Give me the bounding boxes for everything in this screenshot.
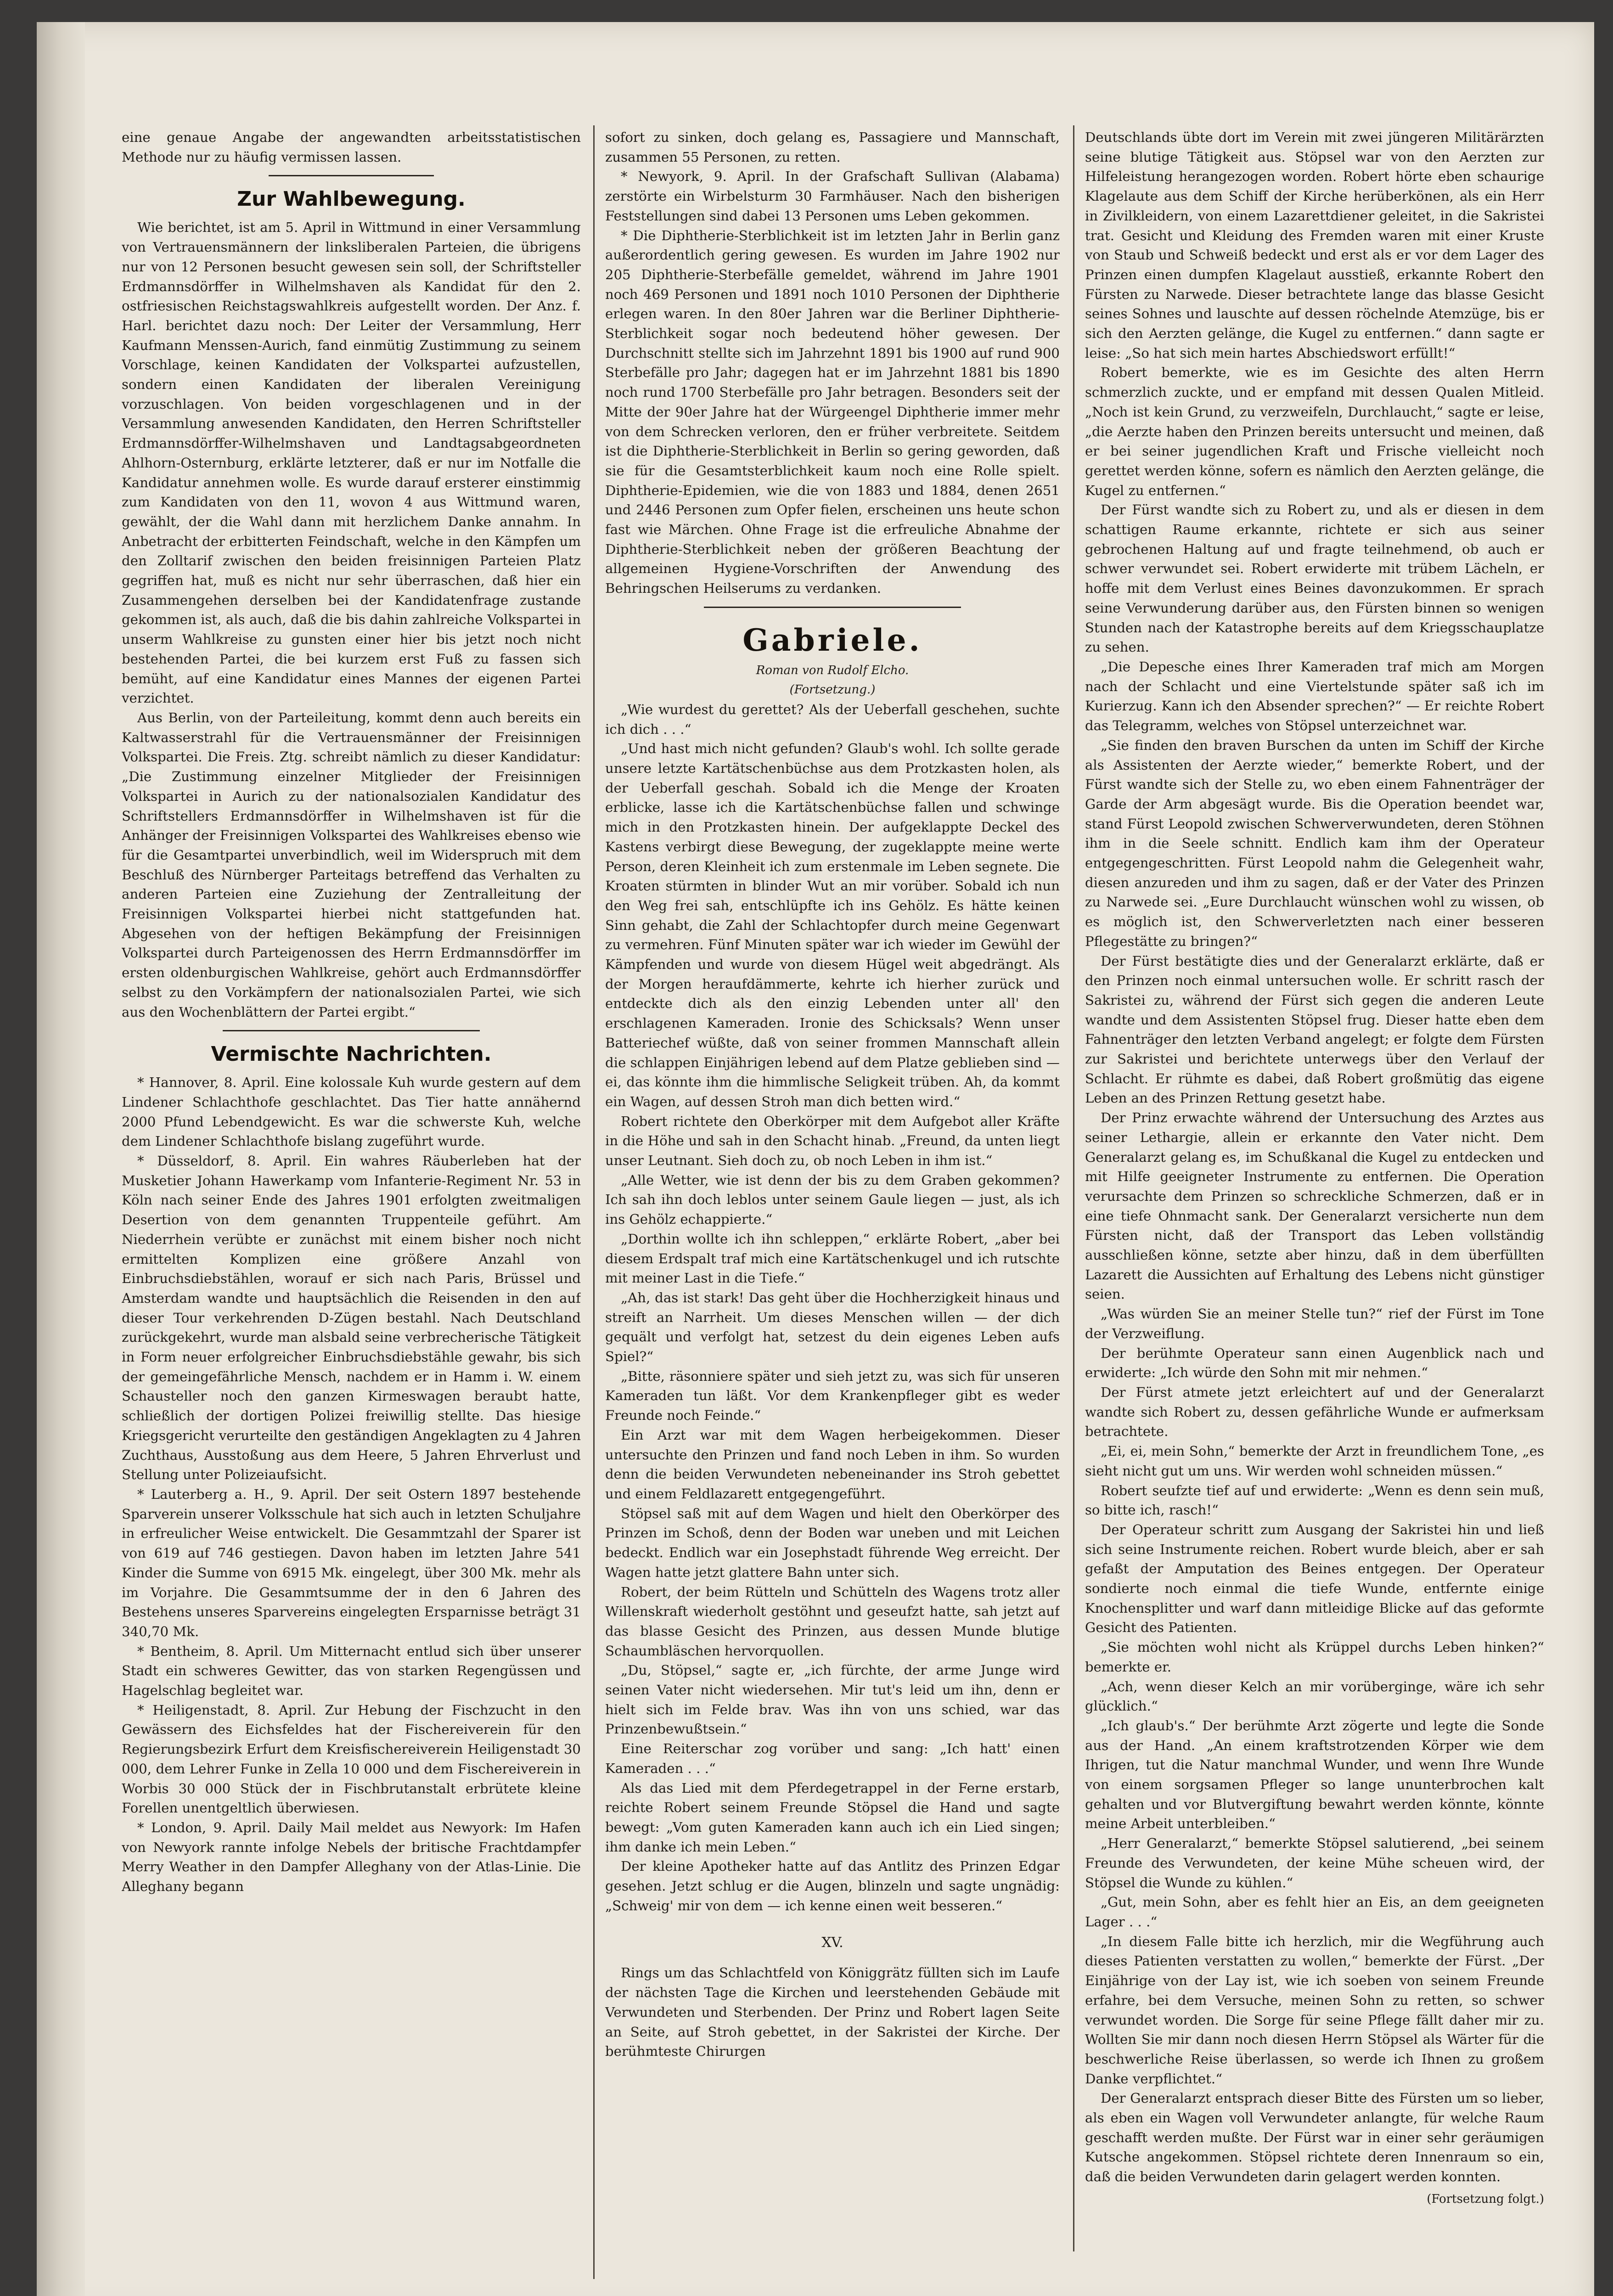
novel-paragraph: Rings um das Schlachtfeld von Königgrätz füllten sich im Laufe der nächsten Tage die Kirchen und leerstehenden Gebäude mit Verwundeten und Sterbenden. Der Prinz und Robert lagen Seite an Seite, auf Stroh gebettet, in der Sakristei der Kirche. Der berühmteste Chirurgen — [605, 1965, 1060, 2060]
novel-paragraph: „Du, Stöpsel,“ sagte er, „ich fürchte, der arme Junge wird seinen Vater nicht wiedersehen. Mir tut's leid um ihn, denn er hielt sich im Felde brav. Was ihn von uns schied, war das Prinzenbewußtsein.“ — [605, 1662, 1060, 1737]
novel-paragraph: „Was würden Sie an meiner Stelle tun?“ rief der Fürst im Tone der Verzweiflung. — [1085, 1306, 1544, 1341]
news-lauterberg: * Lauterberg a. H., 9. April. Der seit Ostern 1897 bestehende Sparverein unserer Volksschule hat sich auch in letzten Schuljahre in erfreulicher Weise entwickelt. Die Gesammtzahl der Sparer ist von 619 auf 746 gestiegen. Davon haben im letzten Jahre 541 Kinder die Summe von 6915 Mk. eingelegt, über 300 Mk. mehr als im Vorjahre. Die Gesammtsumme der in den 6 Jahren des Bestehens unseres Sparvereins eingelegten Ersparnisse beträgt 31 340,70 Mk. — [122, 1486, 581, 1639]
newspaper-page — [37, 22, 1594, 2296]
novel-continuation-note: (Fortsetzung.) — [789, 682, 876, 697]
novel-paragraph: Der berühmte Operateur sann einen Augenblick nach und erwiderte: „Ich würde den Sohn mit mir nehmen.“ — [1085, 1345, 1544, 1381]
novel-paragraph: Der Prinz erwachte während der Untersuchung des Arztes aus seiner Lethargie, allein er erkannte den Vater nicht. Dem Generalarzt gelang es, im Schußkanal die Kugel zu entdecken und mit Hilfe geeigneter Instrumente zu entfernen. Die Operation verursachte dem Prinzen so schreckliche Schmerzen, daß er in eine tiefe Ohnmacht sank. Der Generalarzt versicherte nun dem Fürsten nicht, daß der Transport das Leben vollständig ausschließen könne, setzte aber hinzu, daß in dem überfüllten Lazarett die Aussichten auf Erhaltung des Lebens nicht günstiger seien. — [1085, 1110, 1544, 1302]
heading-vermischte-nachrichten: Vermischte Nachrichten. — [211, 1042, 492, 1066]
novel-paragraph: „Gut, mein Sohn, aber es fehlt hier an Eis, an dem geeigneten Lager . . .“ — [1085, 1894, 1544, 1930]
novel-paragraph: „Sie finden den braven Burschen da unten im Schiff der Kirche als Assistenten der Aerzte wieder,“ bemerkte Robert, und der Fürst wandte sich der Stelle zu, wo eben einem Fahnenträger der Garde der Arm abgesägt wurde. Bis die Operation beendet war, stand Fürst Leopold zwischen Schwerverwundeten, deren Stöhnen ihm in die Seele schnitt. Endlich kam ihm der Operateur entgegengeschritten. Fürst Leopold nahm die Gelegenheit wahr, diesen anzureden und ihm zu sagen, daß er der Vater des Prinzen zu Narwede sei. „Eure Durchlaucht wünschen wohl zu wissen, ob es möglich ist, den Schwerverletzten nach einer besseren Pflegestätte zu bringen?“ — [1085, 737, 1544, 949]
novel-paragraph: „Wie wurdest du gerettet? Als der Ueberfall geschehen, suchte ich dich . . .“ — [605, 701, 1060, 737]
column-rule-1 — [593, 125, 595, 2279]
section-separator — [704, 607, 961, 608]
novel-paragraph: Stöpsel saß mit auf dem Wagen und hielt den Oberkörper des Prinzen im Schoß, denn der Boden war uneben und mit Leichen bedeckt. Endlich war ein Josephstadt führende Weg erreicht. Der Wagen hatte jetzt glattere Bahn unter sich. — [605, 1505, 1060, 1580]
novel-paragraph: „Die Depesche eines Ihrer Kameraden traf mich am Morgen nach der Schlacht und eine Viertelstunde später saß ich im Kurierzug. Kann ich den Absender sprechen?“ — Er reichte Robert das Telegramm, welches von Stöpsel unterzeichnet war. — [1085, 658, 1544, 734]
page-binding-edge — [37, 22, 85, 2296]
news-newyork: * Newyork, 9. April. In der Grafschaft Sullivan (Alabama) zerstörte ein Wirbelsturm 30 Farmhäuser. Nach den bisherigen Feststellungen sind dabei 13 Personen ums Leben gekommen. — [605, 169, 1060, 224]
novel-paragraph: Der Fürst atmete jetzt erleichtert auf und der Generalarzt wandte sich Robert zu, dessen gefährliche Wunde er aufmerksam betrachtete. — [1085, 1384, 1544, 1440]
column-1 — [122, 128, 581, 2277]
novel-paragraph: „Ei, ei, mein Sohn,“ bemerkte der Arzt in freundlichem Tone, „es sieht nicht gut um uns. Wir werden wohl schneiden müssen.“ — [1085, 1443, 1544, 1479]
novel-paragraph: „Herr Generalarzt,“ bemerkte Stöpsel salutierend, „bei seinem Freunde des Verwundeten, der keine Mühe scheuen wird, der Stöpsel die Wunde zu kühlen.“ — [1085, 1835, 1544, 1891]
novel-paragraph: „Und hast mich nicht gefunden? Glaub's wohl. Ich sollte gerade unsere letzte Kartätschenbüchse aus dem Protzkasten holen, als der Ueberfall geschah. Sobald ich die Menge der Kroaten erblicke, lasse ich die Kartätschenbüchse fallen und schwinge mich in den Protzkasten hinein. Der aufgeklappte Deckel des Kastens verbirgt diese Bewegung, der zugeklappte meine werte Person, deren Kleinheit ich zum erstenmale im Leben segnete. Die Kroaten stürmten in blinder Wut an mir vorüber. Sobald ich nun den Weg frei sah, entschlüpfte ich ins Gehölz. Es hätte keinen Sinn gehabt, die Zahl der Schlachtopfer durch meine Gegenwart zu vermehren. Fünf Minuten später war ich wieder im Gewühl der Kämpfenden und wurde von diesem Hügel weit abgedrängt. Als der Morgen heraufdämmerte, kehrte ich hierher zurück und entdeckte dich als den einzig Lebenden unter all' den erschlagenen Kameraden. Ironie des Schicksals? Wenn unser Batteriechef wüßte, daß von seiner frommen Mannschaft allein die schlappen Einjährigen lebend auf dem Platze geblieben sind — ei, das könnte ihm die himmlische Seligkeit trüben. Ah, da kommt ein Wagen, auf dessen Stroh man dich betten wird.“ — [605, 741, 1060, 1109]
novel-paragraph: „Alle Wetter, wie ist denn der bis zu dem Graben gekommen? Ich sah ihn doch leblos unter seinem Gaule liegen — just, als ich ins Gehölz echappierte.“ — [605, 1172, 1060, 1227]
novel-paragraph: „Ich glaub's.“ Der berühmte Arzt zögerte und legte die Sonde aus der Hand. „An einem kraftstrotzenden Körper wie dem Ihrigen, tut die Natur manchmal Wunder, und wenn Ihre Wunde von einem sorgsamen Pfleger so lange ununterbrochen kalt gehalten und vor Blutvergiftung bewahrt werden könnte, könnte meine Arbeit unterbleiben.“ — [1085, 1717, 1544, 1832]
section-separator — [269, 175, 434, 176]
novel-paragraph: „In diesem Falle bitte ich herzlich, mir die Wegführung auch dieses Patienten verstatten zu wollen,“ bemerkte der Fürst. „Der Einjährige von der Lay ist, wie ich soeben von seinem Freunde erfahre, bei dem Versuche, meinen Sohn zu retten, so schwer verwundet worden. Die Sorge für seine Pflege fällt daher mir zu. Wollten Sie mir dann noch diesen Herrn Stöpsel als Wärter für die beschwerliche Reise überlassen, so werde ich Ihnen zu großem Danke verpflichtet.“ — [1085, 1933, 1544, 2087]
col1-intro-paragraph: eine genaue Angabe der angewandten arbeitsstatistischen Methode nur zu häufig vermissen lassen. — [122, 129, 581, 165]
novel-paragraph: Der kleine Apotheker hatte auf das Antlitz des Prinzen Edgar gesehen. Jetzt schlug er die Augen, blinzeln und sagte ungnädig: „Schweig' mir von dem — ich kenne einen weit besseren.“ — [605, 1858, 1060, 1913]
col3-continued-paragraph: Deutschlands übte dort im Verein mit zwei jüngeren Militärärzten seine blutige Tätigkeit aus. Stöpsel war von den Aerzten zur Hilfeleistung herangezogen worden. Robert hörte eben schaurige Klagelaute aus dem Schiff der Kirche herüberkönen, als ein Herr in Zivilkleidern, von einem Lazarettdiener geleitet, in die Sakristei trat. Gesicht und Kleidung des Fremden waren mit einer Kruste von Staub und Schweiß bedeckt und erst als er vor dem Lager des Prinzen einen dumpfen Klagelaut ausstieß, erkannte Robert den Fürsten zu Narwede. Dieser betrachtete lange das blasse Gesicht seines Sohnes und lauschte auf dessen röchelnde Atemzüge, bis er sich den Aerzten gelänge, die Kugel zu entfernen.“ dann sagte er leise: „So hat sich mein hartes Abschiedswort erfüllt!“ — [1085, 129, 1544, 361]
novel-paragraph: Robert, der beim Rütteln und Schütteln des Wagens trotz aller Willenskraft wiederholt gestöhnt und geseufzt hatte, sah jetzt auf das blasse Gesicht des Prinzen, aus dessen Munde blutige Schaumbläschen hervorquollen. — [605, 1584, 1060, 1659]
novel-title: Gabriele. — [742, 622, 922, 658]
column-3 — [1085, 128, 1544, 2254]
continuation-footnote: (Fortsetzung folgt.) — [1427, 2192, 1544, 2206]
novel-paragraph: Der Generalarzt entsprach dieser Bitte des Fürsten um so lieber, als eben ein Wagen voll Verwundeter anlangte, für welche Raum geschafft werden mußte. Der Fürst war in einer sehr geräumigen Kutsche angekommen. Stöpsel richtete deren Innenraum so ein, daß die beiden Verwundeten darin gelagert werden konnten. — [1085, 2090, 1544, 2185]
novel-paragraph: Der Fürst wandte sich zu Robert zu, und als er diesen in dem schattigen Raume erkannte, richtete er sich aus seiner gebrochenen Haltung auf und fragte teilnehmend, ob auch er schwer verwundet sei. Robert erwiderte mit trübem Lächeln, er hoffe mit dem Verlust eines Beines davonzukommen. Er sprach seine Verwunderung darüber aus, den Fürsten binnen so wenigen Stunden nach der Katastrophe bereits auf dem Kriegsschauplatze zu sehen. — [1085, 502, 1544, 655]
novel-paragraph: Eine Reiterschar zog vorüber und sang: „Ich hatt' einen Kameraden . . .“ — [605, 1741, 1060, 1776]
novel-paragraph: Robert bemerkte, wie es im Gesichte des alten Herrn schmerzlich zuckte, und er empfand mit dessen Qualen Mitleid. „Noch ist kein Grund, zu verzweifeln, Durchlaucht,“ sagte er leise, „die Aerzte haben den Prinzen bereits untersucht und meinen, daß er bei seiner jugendlichen Kraft und Frische vielleicht noch gerettet werden könne, sofern es nämlich den Aerzten gelänge, die Kugel zu entfernen.“ — [1085, 365, 1544, 498]
news-bentheim: * Bentheim, 8. April. Um Mitternacht entlud sich über unserer Stadt ein schweres Gewitter, das von starken Regengüssen und Hagelschlag begleitet war. — [122, 1643, 581, 1699]
heading-wahlbewegung: Zur Wahlbewegung. — [237, 187, 466, 211]
news-hannover: * Hannover, 8. April. Eine kolossale Kuh wurde gestern auf dem Lindener Schlachthofe geschlachtet. Das Tier hatte annähernd 2000 Pfund Lebendgewicht. Es war die schwerste Kuh, welche dem Lindener Schlachthofe bislang zugeführt wurde. — [122, 1075, 581, 1149]
novel-paragraph: Ein Arzt war mit dem Wagen herbeigekommen. Dieser untersuchte den Prinzen und fand noch Leben in ihm. So wurden denn die beiden Verwundeten nebeneinander ins Stroh gebettet und einem Feldlazarett entgegengeführt. — [605, 1427, 1060, 1502]
novel-author: Roman von Rudolf Elcho. — [756, 663, 909, 677]
novel-paragraph: Robert seufzte tief auf und erwiderte: „Wenn es denn sein muß, so bitte ich, rasch!“ — [1085, 1482, 1544, 1518]
wahl-paragraph-1: Wie berichtet, ist am 5. April in Wittmund in einer Versammlung von Vertrauensmännern der linksliberalen Parteien, die übrigens nur von 12 Personen besucht gewesen sein soll, der Schriftsteller Erdmannsdörffer in Wilhelmshaven als Kandidat für den 2. ostfriesischen Reichstagswahlkreis aufgestellt worden. Der Anz. f. Harl. berichtet dazu noch: Der Leiter der Versammlung, Herr Kaufmann Menssen-Aurich, fand einmütig Zustimmung zu seinem Vorschlage, keinen Kandidaten der Volkspartei aufzustellen, sondern einen Kandidaten der liberalen Vereinigung vorzuschlagen. Von beiden vorgeschlagenen und in der Versammlung anwesenden Kandidaten, den Herren Schriftsteller Erdmannsdörffer-Wilhelmshaven und Landtagsabgeordneten Ahlhorn-Osternburg, erklärte letzterer, daß er nur im Notfalle die Kandidatur annehmen wolle. Es wurde darauf ersterer einstimmig zum Kandidaten von den 11, wovon 4 aus Wittmund waren, gewählt, der die Wahl dann mit herzlichem Danke annahm. In Anbetracht der erbitterten Feindschaft, welche in den Kämpfen um den Zolltarif zwischen den beiden freisinnigen Parteien Platz gegriffen hat, muß es nicht nur sehr überraschen, daß hier ein Zusammengehen derselben bei der Kandidatenfrage zustande gekommen ist, als auch, daß die bis dahin zahlreiche Volkspartei in unserm Wahlkreise zu gunsten einer hier bis jetzt noch nicht bestehenden Partei, die bei kurzem erst Fuß zu fassen sich bemüht, auf eine Kandidatur eines Mannes der eigenen Partei verzichtet. — [122, 219, 581, 706]
news-heiligenstadt: * Heiligenstadt, 8. April. Zur Hebung der Fischzucht in den Gewässern des Eichsfeldes hat der Fischereiverein für den Regierungsbezirk Erfurt dem Kreisfischereiverein Heiligenstadt 30 000, dem Lehrer Funke in Zella 10 000 und dem Fischereiverein in Worbis 30 000 Stück der in Fischbrutanstalt erbrütete kleine Forellen unentgeltlich überwiesen. — [122, 1702, 581, 1816]
column-rule-2 — [1073, 125, 1074, 2251]
novel-paragraph: Der Operateur schritt zum Ausgang der Sakristei hin und ließ sich seine Instrumente reichen. Robert wurde bleich, aber er sah gefaßt der Amputation des Beines entgegen. Der Operateur sondierte noch einmal die tiefe Wunde, entfernte einige Knochensplitter und warf dann mitleidige Blicke auf das geformte Gesicht des Patienten. — [1085, 1521, 1544, 1636]
news-diphtherie: * Die Diphtherie-Sterblichkeit ist im letzten Jahr in Berlin ganz außerordentlich gering gewesen. Es wurden im Jahre 1902 nur 205 Diphtherie-Sterbefälle gemeldet, während im Jahre 1901 noch 469 Personen und 1891 noch 1010 Personen der Diphtherie erlegen waren. In den 80er Jahren war die Berliner Diphtherie-Sterblichkeit sogar noch bedeutend höher gewesen. Der Durchschnitt stellte sich im Jahrzehnt 1891 bis 1900 auf rund 900 Sterbefälle pro Jahr; dagegen hat er im Jahrzehnt 1881 bis 1890 noch rund 1700 Sterbefälle pro Jahr betragen. Besonders seit der Mitte der 90er Jahre hat der Würgeengel Diphtherie immer mehr von dem Schrecken verloren, den er früher verbreitete. Seitdem ist die Diphtherie-Sterblichkeit in Berlin so gering geworden, daß sie für die Gesamtsterblichkeit kaum noch eine Rolle spielt. Diphtherie-Epidemien, wie die von 1883 und 1884, denen 2651 und 2446 Personen zum Opfer fielen, erscheinen uns heute schon fast wie Märchen. Ohne Frage ist die erfreuliche Abnahme der Diphtherie-Sterblichkeit neben der größeren Beachtung der allgemeinen Hygiene-Vorschriften der Anwendung des Behringschen Heilserums zu verdanken. — [605, 227, 1060, 597]
novel-paragraph: Der Fürst bestätigte dies und der Generalarzt erklärte, daß er den Prinzen noch einmal untersuchen wolle. Er schritt rasch der Sakristei zu, während der Fürst sich gegen die anderen Leute wandte und dem Assistenten Stöpsel frug. Dieser hatte eben dem Fahnenträger den letzten Verband angelegt; er folgte dem Fürsten zur Sakristei und berichtete unterwegs über den Verlauf der Schlacht. Er rühmte es dabei, daß Robert großmütig das eigene Leben an des Prinzen Rettung gesetzt habe. — [1085, 953, 1544, 1106]
novel-paragraph: Als das Lied mit dem Pferdegetrappel in der Ferne erstarb, reichte Robert seinem Freunde Stöpsel die Hand und sagte bewegt: „Vom guten Kameraden kann auch ich ein Lied singen; ihm danke ich mein Leben.“ — [605, 1780, 1060, 1855]
wahl-paragraph-2: Aus Berlin, von der Parteileitung, kommt denn auch bereits ein Kaltwasserstrahl für die Vertrauensmänner der Freisinnigen Volkspartei. Die Freis. Ztg. schreibt nämlich zu dieser Kandidatur: „Die Zustimmung einzelner Mitglieder der Freisinnigen Volkspartei in Aurich zu der nationalsozialen Kandidatur des Schriftstellers Erdmannsdörffer in Wilhelmshaven ist für die Anhänger der Freisinnigen Volkspartei des Wahlkreises ebenso wie für die Gesamtpartei unverbindlich, weil im Widerspruch mit dem Beschluß des Nürnberger Parteitags betreffend das Verhalten zu anderen Parteien eine Zuziehung der Zentralleitung der Freisinnigen Volkspartei hierbei nicht stattgefunden hat. Abgesehen von der heftigen Bekämpfung der Freisinnigen Volkspartei durch Parteigenossen des Herrn Erdmannsdörffer im ersten oldenburgischen Wahlkreise, gehört auch Erdmannsdörffer selbst zu den Vorkämpfern der nationalsozialen Partei, wie sich aus den Wochenblättern der Partei ergibt.“ — [122, 709, 581, 1020]
news-duesseldorf: * Düsseldorf, 8. April. Ein wahres Räuberleben hat der Musketier Johann Hawerkamp vom Infanterie-Regiment Nr. 53 in Köln nach seiner Ende des Jahres 1901 erfolgten zweitmaligen Desertion von dem genannten Truppenteile geführt. Am Niederrhein verübte er zunächst mit einem bisher noch nicht ermittelten Komplizen eine größere Anzahl von Einbruchsdiebstählen, worauf er sich nach Paris, Brüssel und Amsterdam wandte und hauptsächlich die Reisenden in den auf dieser Tour verkehrenden D-Zügen bestahl. Nach Deutschland zurückgekehrt, wurde man alsbald seine verbrecherische Tätigkeit in Form neuer erfolgreicher Einbruchsdiebstähle gewahr, bis sich der gemeingefährliche Mensch, nachdem er in Hamm i. W. einem Schausteller noch den ganzen Kirmeswagen beraubt hatte, schließlich der dortigen Polizei freiwillig stellte. Das hiesige Kriegsgericht verurteilte den geständigen Angeklagten zu 4 Jahren Zuchthaus, Ausstoßung aus dem Heere, 5 Jahren Ehrverlust und Stellung unter Polizeiaufsicht. — [122, 1153, 581, 1483]
section-separator — [223, 1030, 480, 1031]
novel-paragraph: „Dorthin wollte ich ihn schleppen,“ erklärte Robert, „aber bei diesem Erdspalt traf mich eine Kartätschenkugel und ich rutschte mit meiner Last in die Tiefe.“ — [605, 1231, 1060, 1286]
chapter-number: XV. — [821, 1935, 843, 1951]
news-london: * London, 9. April. Daily Mail meldet aus Newyork: Im Hafen von Newyork rannte infolge Nebels der britische Frachtdampfer Merry Weather in den Dampfer Alleghany von der Atlas-Linie. Die Alleghany begann — [122, 1819, 581, 1895]
novel-paragraph: „Ah, das ist stark! Das geht über die Hochherzigkeit hinaus und streift an Narrheit. Um dieses Menschen willen — der dich gequält und verfolgt hat, setzest du dein eigenes Leben aufs Spiel?“ — [605, 1289, 1060, 1365]
novel-paragraph: „Bitte, räsonniere später und sieh jetzt zu, was sich für unseren Kameraden tun läßt. Vor dem Krankenpfleger gibt es weder Freunde noch Feinde.“ — [605, 1368, 1060, 1424]
col2-continued-paragraph: sofort zu sinken, doch gelang es, Passagiere und Mannschaft, zusammen 55 Personen, zu retten. — [605, 129, 1060, 165]
novel-paragraph: Robert richtete den Oberkörper mit dem Aufgebot aller Kräfte in die Höhe und sah in den Schacht hinab. „Freund, da unten liegt unser Leutnant. Sieh doch zu, ob noch Leben in ihm ist.“ — [605, 1113, 1060, 1169]
novel-paragraph: „Ach, wenn dieser Kelch an mir vorüberginge, wäre ich sehr glücklich.“ — [1085, 1678, 1544, 1714]
column-2 — [605, 128, 1060, 2277]
novel-paragraph: „Sie möchten wohl nicht als Krüppel durchs Leben hinken?“ bemerkte er. — [1085, 1639, 1544, 1675]
